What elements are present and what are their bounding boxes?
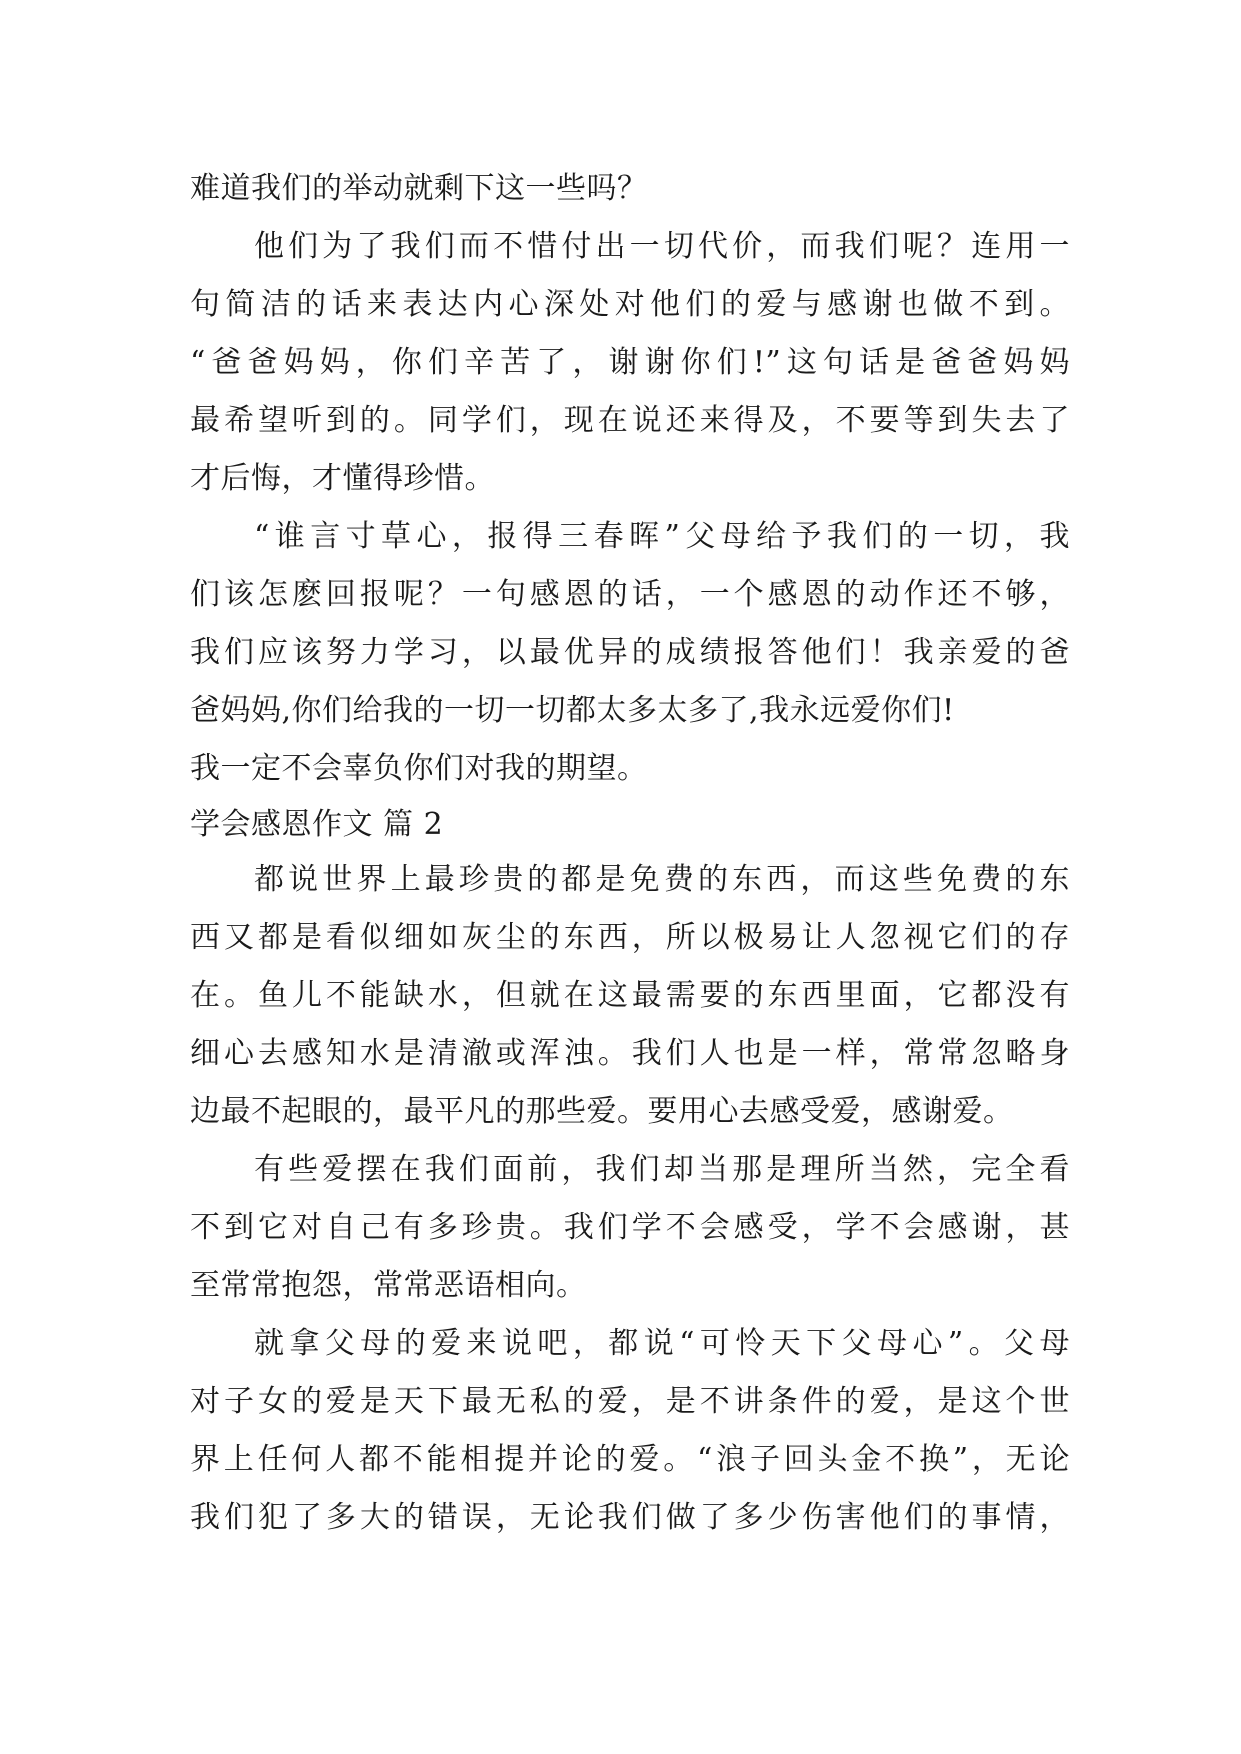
paragraph-start-line: 有些爱摆在我们面前，我们却当那是理所当然，完全看 <box>254 1152 1070 1187</box>
text-line: “爸爸妈妈，你们辛苦了，谢谢你们!”这句话是爸爸妈妈 <box>190 345 1070 380</box>
paragraph-start-line: “谁言寸草心，报得三春晖”父母给予我们的一切，我 <box>254 519 1070 554</box>
text-line: 细心去感知水是清澈或浑浊。我们人也是一样，常常忽略身 <box>190 1036 1070 1071</box>
text-line: 我们应该努力学习，以最优异的成绩报答他们！我亲爱的爸 <box>190 635 1070 670</box>
text-line: 爸妈妈,你们给我的一切一切都太多太多了,我永远爱你们! <box>190 693 955 728</box>
text-line: 句简洁的话来表达内心深处对他们的爱与感谢也做不到。 <box>190 287 1070 322</box>
text-line: 边最不起眼的，最平凡的那些爱。要用心去感受爱，感谢爱。 <box>190 1094 1014 1129</box>
text-line: 我们犯了多大的错误，无论我们做了多少伤害他们的事情， <box>190 1500 1070 1535</box>
text-line: 才后悔，才懂得珍惜。 <box>190 461 495 496</box>
paragraph-start-line: 就拿父母的爱来说吧，都说“可怜天下父母心”。父母 <box>254 1326 1070 1361</box>
text-line: 对子女的爱是天下最无私的爱，是不讲条件的爱，是这个世 <box>190 1384 1070 1419</box>
section-heading: 学会感恩作文 篇 2 <box>190 807 444 842</box>
text-line: 在。鱼儿不能缺水，但就在这最需要的东西里面，它都没有 <box>190 978 1070 1013</box>
text-line: 至常常抱怨，常常恶语相向。 <box>190 1268 587 1303</box>
text-line: 最希望听到的。同学们，现在说还来得及，不要等到失去了 <box>190 403 1070 438</box>
paragraph-start-line: 都说世界上最珍贵的都是免费的东西，而这些免费的东 <box>254 862 1070 897</box>
text-line: 不到它对自己有多珍贵。我们学不会感受，学不会感谢，甚 <box>190 1210 1070 1245</box>
text-line: 界上任何人都不能相提并论的爱。“浪子回头金不换”，无论 <box>190 1442 1070 1477</box>
paragraph-start-line: 他们为了我们而不惜付出一切代价，而我们呢？连用一 <box>254 229 1070 264</box>
essay-body <box>190 160 1070 1547</box>
text-line: 们该怎麽回报呢？一句感恩的话，一个感恩的动作还不够， <box>190 577 1070 612</box>
text-line: 难道我们的举动就剩下这一些吗？ <box>190 171 648 206</box>
text-line: 我一定不会辜负你们对我的期望。 <box>190 751 648 786</box>
text-line: 西又都是看似细如灰尘的东西，所以极易让人忽视它们的存 <box>190 920 1070 955</box>
